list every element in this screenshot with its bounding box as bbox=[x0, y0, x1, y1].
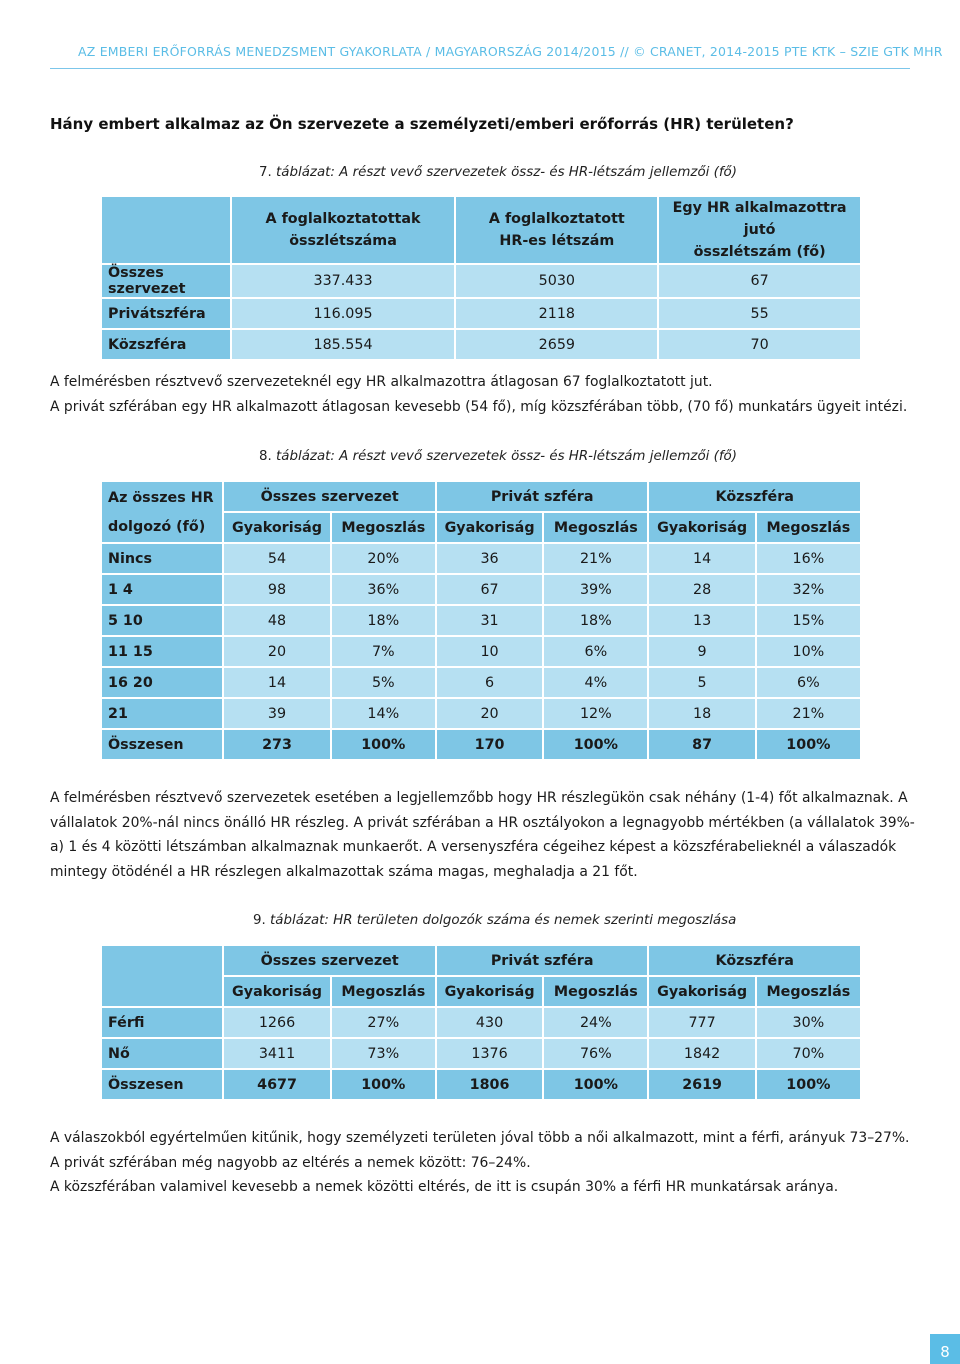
table8-subheader: Megoszlás bbox=[757, 513, 860, 542]
table9-group-header: Privát szféra bbox=[437, 946, 648, 975]
table9-total-row bbox=[102, 1070, 860, 1099]
table8-total-cell: 170 bbox=[437, 730, 542, 759]
table8-cell: 7% bbox=[332, 637, 435, 666]
paragraph-line: A privát szférában még nagyobb az eltérés a nemek között: 76–24%. bbox=[50, 1154, 531, 1171]
table7-col-header bbox=[232, 197, 455, 263]
table8-caption-text: táblázat: A részt vevő szervezetek össz- és HR-létszám jellemzői (fő) bbox=[276, 449, 737, 464]
table8-cell: 15% bbox=[757, 606, 860, 635]
table-row bbox=[102, 575, 860, 604]
table9-subheader: Megoszlás bbox=[544, 977, 647, 1006]
page-number-badge bbox=[930, 1334, 960, 1364]
table7-col-header-line: összlétszám (fő) bbox=[693, 244, 826, 260]
table9-group-header: Közszféra bbox=[649, 946, 860, 975]
table7-row-label: Összes szervezet bbox=[102, 265, 230, 297]
table9-total-cell: 100% bbox=[332, 1070, 435, 1099]
table7-col-header-line: Egy HR alkalmazottra jutó bbox=[672, 200, 847, 238]
table8-total-cell: 87 bbox=[649, 730, 754, 759]
table8-cell: 14 bbox=[224, 668, 329, 697]
table8-total-cell: 100% bbox=[332, 730, 435, 759]
running-header: AZ EMBERI ERŐFORRÁS MENEDZSMENT GYAKORLATA / MAGYARORSZÁG 2014/2015 // © CRANET, 2014-2015 PTE KTK – SZIE GTK MHR bbox=[78, 44, 943, 59]
table8-subheader: Gyakoriság bbox=[437, 513, 542, 542]
table7-cell: 2659 bbox=[456, 330, 657, 359]
table8-corner-cell bbox=[102, 482, 222, 542]
table8-total-label: Összesen bbox=[102, 730, 222, 759]
table9-cell: 70% bbox=[757, 1039, 860, 1068]
table9-cell: 1376 bbox=[437, 1039, 542, 1068]
paragraph-line: A privát szférában egy HR alkalmazott átlagosan kevesebb (54 fő), míg közszférában több, (70 fő) munkatárs ügyeit intézi. bbox=[50, 398, 908, 415]
table7-row-label: Privátszféra bbox=[102, 299, 230, 328]
table8-cell: 28 bbox=[649, 575, 754, 604]
table7-corner-cell bbox=[102, 197, 230, 263]
table9-total-cell: 4677 bbox=[224, 1070, 329, 1099]
table-row bbox=[102, 330, 860, 359]
table8-subheader: Megoszlás bbox=[332, 513, 435, 542]
table9-total-cell: 1806 bbox=[437, 1070, 542, 1099]
table9-group-header: Összes szervezet bbox=[224, 946, 435, 975]
table8-cell: 39 bbox=[224, 699, 329, 728]
table8-total-row bbox=[102, 730, 860, 759]
table8-cell: 5 bbox=[649, 668, 754, 697]
table9-corner-cell bbox=[102, 946, 222, 1006]
table8-cell: 31 bbox=[437, 606, 542, 635]
table8-cell: 6% bbox=[544, 637, 647, 666]
table7-col-header-line: A foglalkoztatott bbox=[488, 211, 625, 227]
table9-subheader: Megoszlás bbox=[332, 977, 435, 1006]
table7-col-header-line: A foglalkoztatottak bbox=[265, 211, 421, 227]
table7-col-header-line: összlétszáma bbox=[289, 233, 397, 249]
table7-caption-text: táblázat: A részt vevő szervezetek össz- és HR-létszám jellemzői (fő) bbox=[276, 165, 737, 180]
table8-row-label: Nincs bbox=[102, 544, 222, 573]
table7-cell: 70 bbox=[659, 330, 860, 359]
table8-cell: 13 bbox=[649, 606, 754, 635]
table8-cell: 18% bbox=[544, 606, 647, 635]
header-divider bbox=[50, 68, 910, 69]
table8-cell: 67 bbox=[437, 575, 542, 604]
table8-cell: 5% bbox=[332, 668, 435, 697]
table8-row-label: 16 20 bbox=[102, 668, 222, 697]
table9-cell: 24% bbox=[544, 1008, 647, 1037]
table-row bbox=[102, 668, 860, 697]
table7-cell: 5030 bbox=[456, 265, 657, 297]
table8-subheader: Megoszlás bbox=[544, 513, 647, 542]
table-row bbox=[102, 1008, 860, 1037]
table9-subheader: Gyakoriság bbox=[224, 977, 329, 1006]
table8-cell: 32% bbox=[757, 575, 860, 604]
table8-caption bbox=[259, 449, 737, 464]
table7 bbox=[100, 195, 862, 361]
paragraph-line: A felmérésben résztvevő szervezeteknél egy HR alkalmazottra átlagosan 67 foglalkoztatott jut. bbox=[50, 374, 713, 390]
table8-cell: 98 bbox=[224, 575, 329, 604]
table7-col-header bbox=[456, 197, 657, 263]
table8-row-label: 11 15 bbox=[102, 637, 222, 666]
table8-cell: 36% bbox=[332, 575, 435, 604]
table8-corner-line: dolgozó (fő) bbox=[108, 519, 206, 535]
table8-total-cell: 100% bbox=[757, 730, 860, 759]
paragraph-line: A válaszokból egyértelműen kitűnik, hogy személyzeti területen jóval több a női alkalmazott, mint a férfi, arányuk 73–27%. bbox=[50, 1130, 910, 1146]
table9 bbox=[100, 944, 862, 1101]
table8-group-header: Privát szféra bbox=[437, 482, 648, 511]
table9-subheader: Megoszlás bbox=[757, 977, 860, 1006]
table7-cell: 67 bbox=[659, 265, 860, 297]
table9-total-cell: 100% bbox=[544, 1070, 647, 1099]
table9-caption bbox=[253, 913, 736, 928]
table9-group-row bbox=[102, 946, 860, 975]
table8 bbox=[100, 480, 862, 761]
table8-total-cell: 273 bbox=[224, 730, 329, 759]
table9-subheader: Gyakoriság bbox=[649, 977, 754, 1006]
table8-row-label: 21 bbox=[102, 699, 222, 728]
table7-cell: 337.433 bbox=[232, 265, 455, 297]
table9-cell: 777 bbox=[649, 1008, 754, 1037]
survey-question: Hány embert alkalmaz az Ön szervezete a személyzeti/emberi erőforrás (HR) területen? bbox=[50, 115, 794, 133]
table7-cell: 2118 bbox=[456, 299, 657, 328]
table8-group-row bbox=[102, 482, 860, 511]
table7-caption-num: 7. bbox=[259, 165, 272, 180]
table8-cell: 9 bbox=[649, 637, 754, 666]
table8-cell: 18 bbox=[649, 699, 754, 728]
table8-subheader: Gyakoriság bbox=[649, 513, 754, 542]
table8-corner-line: Az összes HR bbox=[108, 490, 214, 506]
table8-cell: 20 bbox=[224, 637, 329, 666]
page-number: 8 bbox=[940, 1343, 950, 1361]
table9-total-cell: 2619 bbox=[649, 1070, 754, 1099]
table8-cell: 20% bbox=[332, 544, 435, 573]
paragraph-line: a) 1 és 4 közötti létszámban alkalmaznak munkaerőt. A versenyszféra cégeihez képest a közszférabelieknél a válaszadók bbox=[50, 839, 897, 855]
table7-header-row bbox=[102, 197, 860, 263]
table-row bbox=[102, 637, 860, 666]
paragraph-line: mintegy ötödénél a HR részlegen alkalmazottak száma magas, meghaladja a 21 főt. bbox=[50, 863, 638, 880]
paragraph-2 bbox=[50, 786, 915, 884]
table8-cell: 54 bbox=[224, 544, 329, 573]
table8-subheader: Gyakoriság bbox=[224, 513, 329, 542]
table7-col-header-line: HR-es létszám bbox=[499, 233, 615, 249]
table9-cell: 430 bbox=[437, 1008, 542, 1037]
table9-caption-text: táblázat: HR területen dolgozók száma és nemek szerinti megoszlása bbox=[270, 913, 737, 928]
table9-cell: 3411 bbox=[224, 1039, 329, 1068]
table7-col-header bbox=[659, 197, 860, 263]
table-row bbox=[102, 299, 860, 328]
paragraph-1 bbox=[50, 370, 910, 419]
table9-subheader: Gyakoriság bbox=[437, 977, 542, 1006]
table9-caption-num: 9. bbox=[253, 913, 266, 928]
table7-cell: 55 bbox=[659, 299, 860, 328]
table8-cell: 21% bbox=[757, 699, 860, 728]
table8-total-cell: 100% bbox=[544, 730, 647, 759]
table8-row-label: 1 4 bbox=[102, 575, 222, 604]
table8-group-header: Közszféra bbox=[649, 482, 860, 511]
table9-cell: 73% bbox=[332, 1039, 435, 1068]
table7-caption bbox=[259, 165, 737, 180]
table8-cell: 21% bbox=[544, 544, 647, 573]
table8-cell: 10 bbox=[437, 637, 542, 666]
table9-cell: 1266 bbox=[224, 1008, 329, 1037]
table8-cell: 14 bbox=[649, 544, 754, 573]
table8-row-label: 5 10 bbox=[102, 606, 222, 635]
table9-cell: 30% bbox=[757, 1008, 860, 1037]
table8-cell: 12% bbox=[544, 699, 647, 728]
table8-cell: 14% bbox=[332, 699, 435, 728]
table-row bbox=[102, 1039, 860, 1068]
table7-row-label: Közszféra bbox=[102, 330, 230, 359]
table8-cell: 20 bbox=[437, 699, 542, 728]
table8-cell: 36 bbox=[437, 544, 542, 573]
table8-cell: 4% bbox=[544, 668, 647, 697]
table9-total-label: Összesen bbox=[102, 1070, 222, 1099]
table9-row-label: Férfi bbox=[102, 1008, 222, 1037]
table8-caption-num: 8. bbox=[259, 449, 272, 464]
table8-cell: 48 bbox=[224, 606, 329, 635]
table8-cell: 16% bbox=[757, 544, 860, 573]
table9-cell: 76% bbox=[544, 1039, 647, 1068]
table8-cell: 6% bbox=[757, 668, 860, 697]
table9-total-cell: 100% bbox=[757, 1070, 860, 1099]
table8-cell: 6 bbox=[437, 668, 542, 697]
table8-cell: 39% bbox=[544, 575, 647, 604]
paragraph-line: vállalatok 20%-nál nincs önálló HR részleg. A privát szférában a HR osztályokon a legnagyobb mértékben (a vállalatok 39%- bbox=[50, 814, 915, 831]
table8-cell: 18% bbox=[332, 606, 435, 635]
table8-group-header: Összes szervezet bbox=[224, 482, 435, 511]
paragraph-3 bbox=[50, 1126, 910, 1200]
table9-cell: 1842 bbox=[649, 1039, 754, 1068]
table-row bbox=[102, 699, 860, 728]
table7-cell: 185.554 bbox=[232, 330, 455, 359]
table-row bbox=[102, 606, 860, 635]
table8-cell: 10% bbox=[757, 637, 860, 666]
paragraph-line: A felmérésben résztvevő szervezetek esetében a legjellemzőbb hogy HR részlegükön csak néhány (1-4) főt alkalmaznak. A bbox=[50, 790, 908, 806]
table-row bbox=[102, 265, 860, 297]
table-row bbox=[102, 544, 860, 573]
table9-cell: 27% bbox=[332, 1008, 435, 1037]
paragraph-line: A közszférában valamivel kevesebb a nemek közötti eltérés, de itt is csupán 30% a férfi HR munkatársak aránya. bbox=[50, 1179, 839, 1195]
table7-cell: 116.095 bbox=[232, 299, 455, 328]
table8-body bbox=[102, 544, 860, 728]
table9-row-label: Nő bbox=[102, 1039, 222, 1068]
